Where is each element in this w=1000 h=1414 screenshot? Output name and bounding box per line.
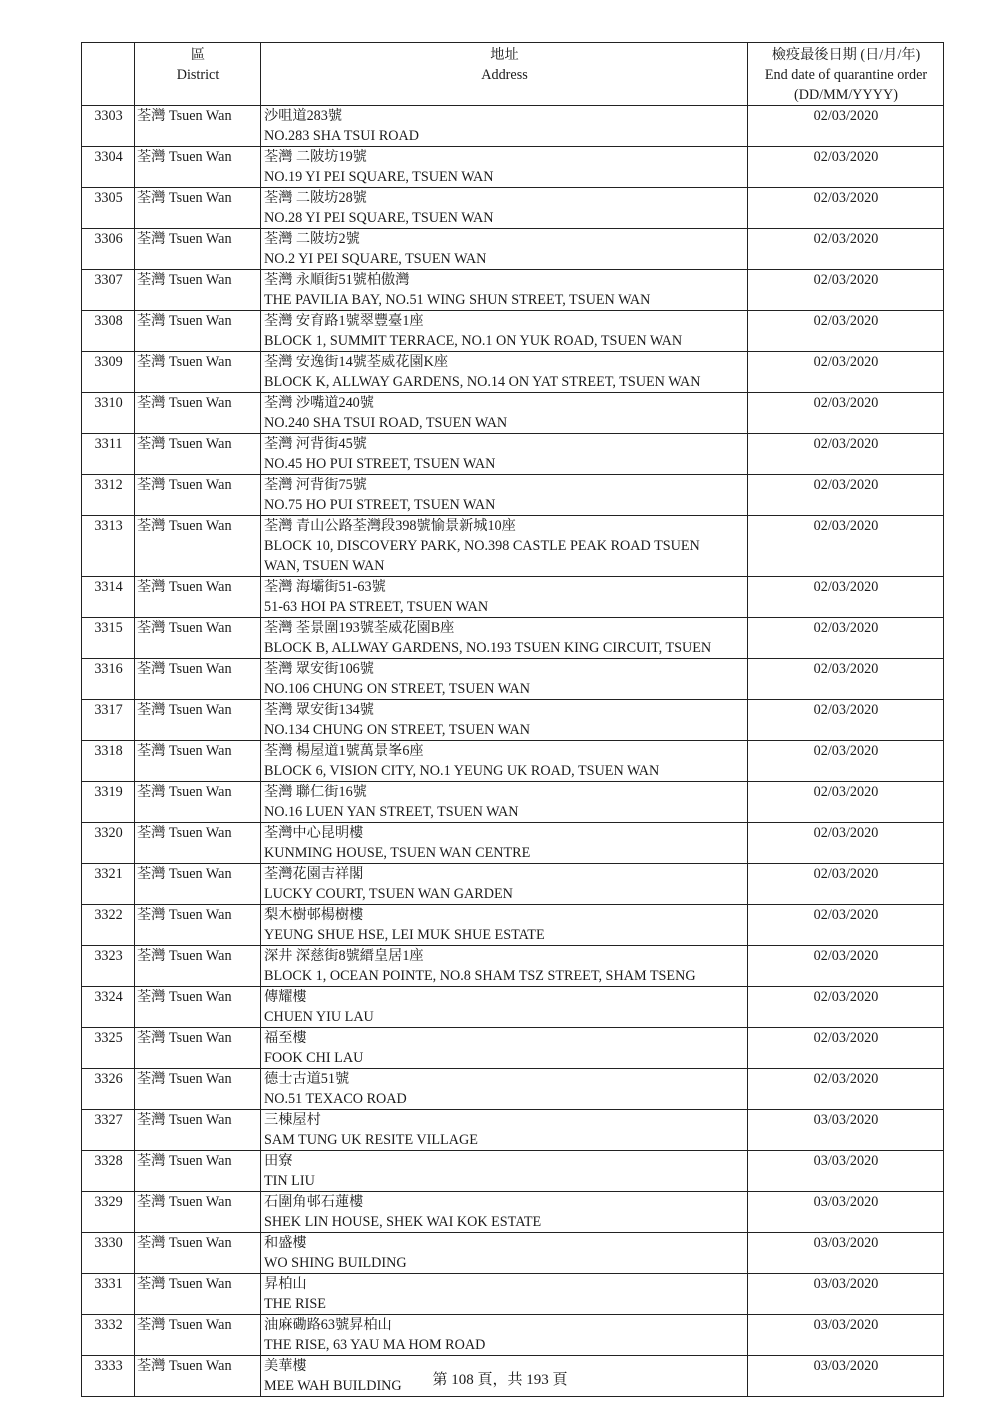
row-district: 荃灣 Tsuen Wan	[135, 946, 261, 987]
row-address	[261, 434, 748, 475]
address-english: WAN, TSUEN WAN	[264, 558, 385, 574]
row-address	[261, 864, 748, 905]
row-address	[261, 229, 748, 270]
address-chinese: 石圍角邨石蓮樓	[264, 1194, 364, 1210]
row-end-date: 02/03/2020	[748, 618, 944, 659]
address-english: NO.240 SHA TSUI ROAD, TSUEN WAN	[264, 415, 508, 431]
address-chinese: 傳耀樓	[264, 989, 307, 1005]
row-address	[261, 1192, 748, 1233]
table-header-row	[82, 43, 944, 106]
address-chinese: 荃灣 二陂坊19號	[264, 149, 367, 165]
header-address-en: Address	[481, 67, 528, 83]
row-number: 3325	[82, 1028, 135, 1069]
header-number	[82, 43, 135, 106]
row-number: 3308	[82, 311, 135, 352]
address-english: BLOCK 1, OCEAN POINTE, NO.8 SHAM TSZ STREET, SHAM TSENG	[264, 968, 696, 984]
row-end-date: 03/03/2020	[748, 1356, 944, 1397]
row-district: 荃灣 Tsuen Wan	[135, 188, 261, 229]
address-chinese: 荃灣 青山公路荃灣段398號愉景新城10座	[264, 518, 516, 534]
row-number: 3332	[82, 1315, 135, 1356]
table-row	[82, 475, 944, 516]
row-end-date: 03/03/2020	[748, 1192, 944, 1233]
row-district: 荃灣 Tsuen Wan	[135, 864, 261, 905]
row-district: 荃灣 Tsuen Wan	[135, 147, 261, 188]
row-address	[261, 516, 748, 577]
row-address	[261, 106, 748, 147]
row-address	[261, 1151, 748, 1192]
row-district: 荃灣 Tsuen Wan	[135, 1069, 261, 1110]
address-chinese: 田寮	[264, 1153, 293, 1169]
row-number: 3306	[82, 229, 135, 270]
row-end-date: 02/03/2020	[748, 188, 944, 229]
row-number: 3323	[82, 946, 135, 987]
address-english: NO.283 SHA TSUI ROAD	[264, 128, 420, 144]
row-number: 3313	[82, 516, 135, 577]
row-district: 荃灣 Tsuen Wan	[135, 823, 261, 864]
row-district: 荃灣 Tsuen Wan	[135, 1356, 261, 1397]
row-district: 荃灣 Tsuen Wan	[135, 1028, 261, 1069]
table-row	[82, 1274, 944, 1315]
address-chinese: 荃灣 安育路1號翠豐臺1座	[264, 313, 424, 329]
row-number: 3309	[82, 352, 135, 393]
table-row	[82, 1028, 944, 1069]
row-district: 荃灣 Tsuen Wan	[135, 1192, 261, 1233]
row-number: 3316	[82, 659, 135, 700]
address-chinese: 荃灣中心昆明樓	[264, 825, 364, 841]
row-end-date: 02/03/2020	[748, 147, 944, 188]
address-english: BLOCK 6, VISION CITY, NO.1 YEUNG UK ROAD, TSUEN WAN	[264, 763, 660, 779]
address-english: BLOCK K, ALLWAY GARDENS, NO.14 ON YAT STREET, TSUEN WAN	[264, 374, 701, 390]
table-row	[82, 905, 944, 946]
row-district: 荃灣 Tsuen Wan	[135, 1233, 261, 1274]
row-end-date: 02/03/2020	[748, 1069, 944, 1110]
row-number: 3307	[82, 270, 135, 311]
table-row	[82, 188, 944, 229]
row-district: 荃灣 Tsuen Wan	[135, 229, 261, 270]
address-english: 51-63 HOI PA STREET, TSUEN WAN	[264, 599, 489, 615]
address-chinese: 油麻磡路63號昇柏山	[264, 1317, 392, 1333]
address-english: YEUNG SHUE HSE, LEI MUK SHUE ESTATE	[264, 927, 545, 943]
row-district: 荃灣 Tsuen Wan	[135, 987, 261, 1028]
row-district: 荃灣 Tsuen Wan	[135, 700, 261, 741]
address-english: SAM TUNG UK RESITE VILLAGE	[264, 1132, 478, 1148]
row-end-date: 02/03/2020	[748, 270, 944, 311]
address-chinese: 荃灣 眾安街134號	[264, 702, 374, 718]
row-number: 3310	[82, 393, 135, 434]
row-address	[261, 393, 748, 434]
page-footer	[0, 1368, 1000, 1389]
address-chinese: 沙咀道283號	[264, 108, 343, 124]
address-english: FOOK CHI LAU	[264, 1050, 364, 1066]
header-district-en: District	[176, 67, 220, 83]
row-end-date: 02/03/2020	[748, 516, 944, 577]
row-end-date: 02/03/2020	[748, 700, 944, 741]
table-row	[82, 393, 944, 434]
address-english: NO.51 TEXACO ROAD	[264, 1091, 407, 1107]
row-district: 荃灣 Tsuen Wan	[135, 475, 261, 516]
row-end-date: 02/03/2020	[748, 987, 944, 1028]
table-row	[82, 577, 944, 618]
row-district: 荃灣 Tsuen Wan	[135, 1110, 261, 1151]
row-district: 荃灣 Tsuen Wan	[135, 434, 261, 475]
row-end-date: 02/03/2020	[748, 946, 944, 987]
row-address	[261, 475, 748, 516]
row-end-date: 02/03/2020	[748, 106, 944, 147]
table-row	[82, 147, 944, 188]
address-chinese: 昇柏山	[264, 1276, 307, 1292]
table-row	[82, 1233, 944, 1274]
row-number: 3329	[82, 1192, 135, 1233]
address-english: NO.28 YI PEI SQUARE, TSUEN WAN	[264, 210, 494, 226]
quarantine-address-table	[81, 42, 944, 1397]
address-english: NO.134 CHUNG ON STREET, TSUEN WAN	[264, 722, 531, 738]
row-number: 3327	[82, 1110, 135, 1151]
row-district: 荃灣 Tsuen Wan	[135, 741, 261, 782]
header-date-en: End date of quarantine order	[764, 67, 928, 83]
address-chinese: 三棟屋村	[264, 1112, 321, 1128]
row-end-date: 02/03/2020	[748, 475, 944, 516]
row-number: 3324	[82, 987, 135, 1028]
row-number: 3320	[82, 823, 135, 864]
address-chinese: 荃灣花園吉祥閣	[264, 866, 364, 882]
row-end-date: 02/03/2020	[748, 311, 944, 352]
row-address	[261, 188, 748, 229]
row-district: 荃灣 Tsuen Wan	[135, 905, 261, 946]
row-address	[261, 147, 748, 188]
row-number: 3317	[82, 700, 135, 741]
address-chinese: 荃灣 安逸街14號荃威花園K座	[264, 354, 449, 370]
row-number: 3319	[82, 782, 135, 823]
row-district: 荃灣 Tsuen Wan	[135, 311, 261, 352]
row-number: 3311	[82, 434, 135, 475]
table-row	[82, 659, 944, 700]
table-row	[82, 946, 944, 987]
address-chinese: 荃灣 荃景圍193號荃威花園B座	[264, 620, 455, 636]
row-number: 3305	[82, 188, 135, 229]
table-row	[82, 864, 944, 905]
table-row	[82, 311, 944, 352]
row-number: 3312	[82, 475, 135, 516]
row-district: 荃灣 Tsuen Wan	[135, 577, 261, 618]
address-english: TIN LIU	[264, 1173, 315, 1189]
address-chinese: 荃灣 河背街75號	[264, 477, 367, 493]
table-row	[82, 1110, 944, 1151]
header-address	[261, 43, 748, 106]
row-district: 荃灣 Tsuen Wan	[135, 1151, 261, 1192]
row-district: 荃灣 Tsuen Wan	[135, 1274, 261, 1315]
row-address	[261, 1069, 748, 1110]
header-date-format: (DD/MM/YYYY)	[793, 87, 899, 103]
row-end-date: 02/03/2020	[748, 864, 944, 905]
row-district: 荃灣 Tsuen Wan	[135, 393, 261, 434]
row-end-date: 03/03/2020	[748, 1110, 944, 1151]
table-row	[82, 782, 944, 823]
row-end-date: 02/03/2020	[748, 393, 944, 434]
row-district: 荃灣 Tsuen Wan	[135, 352, 261, 393]
row-end-date: 02/03/2020	[748, 659, 944, 700]
header-district-zh: 區	[190, 47, 206, 63]
row-end-date: 02/03/2020	[748, 741, 944, 782]
row-end-date: 03/03/2020	[748, 1151, 944, 1192]
address-chinese: 梨木樹邨楊樹樓	[264, 907, 364, 923]
table-row	[82, 823, 944, 864]
table-row	[82, 352, 944, 393]
address-chinese: 美華樓	[264, 1358, 307, 1374]
row-address	[261, 352, 748, 393]
row-number: 3331	[82, 1274, 135, 1315]
row-district: 荃灣 Tsuen Wan	[135, 516, 261, 577]
address-english: NO.16 LUEN YAN STREET, TSUEN WAN	[264, 804, 519, 820]
row-address	[261, 311, 748, 352]
row-number: 3322	[82, 905, 135, 946]
address-chinese: 德士古道51號	[264, 1071, 350, 1087]
table-row	[82, 1151, 944, 1192]
table-row	[82, 1192, 944, 1233]
table-row	[82, 741, 944, 782]
row-number: 3315	[82, 618, 135, 659]
address-chinese: 荃灣 楊屋道1號萬景峯6座	[264, 743, 424, 759]
row-district: 荃灣 Tsuen Wan	[135, 618, 261, 659]
row-district: 荃灣 Tsuen Wan	[135, 782, 261, 823]
address-english: LUCKY COURT, TSUEN WAN GARDEN	[264, 886, 513, 902]
address-chinese: 深井 深慈街8號縉皇居1座	[264, 948, 424, 964]
row-address	[261, 1315, 748, 1356]
header-address-zh: 地址	[490, 47, 519, 63]
row-end-date: 02/03/2020	[748, 823, 944, 864]
address-english: BLOCK 1, SUMMIT TERRACE, NO.1 ON YUK ROAD, TSUEN WAN	[264, 333, 683, 349]
row-number: 3330	[82, 1233, 135, 1274]
address-english: NO.19 YI PEI SQUARE, TSUEN WAN	[264, 169, 494, 185]
row-end-date: 03/03/2020	[748, 1274, 944, 1315]
row-district: 荃灣 Tsuen Wan	[135, 106, 261, 147]
row-address	[261, 1110, 748, 1151]
table-row	[82, 229, 944, 270]
address-chinese: 福至樓	[264, 1030, 307, 1046]
row-address	[261, 782, 748, 823]
row-district: 荃灣 Tsuen Wan	[135, 270, 261, 311]
row-number: 3314	[82, 577, 135, 618]
address-english: THE RISE, 63 YAU MA HOM ROAD	[264, 1337, 486, 1353]
row-address	[261, 1233, 748, 1274]
address-english: NO.45 HO PUI STREET, TSUEN WAN	[264, 456, 496, 472]
row-end-date: 03/03/2020	[748, 1315, 944, 1356]
row-end-date: 02/03/2020	[748, 905, 944, 946]
address-english: MEE WAH BUILDING	[264, 1378, 402, 1394]
address-english: WO SHING BUILDING	[264, 1255, 407, 1271]
row-end-date: 02/03/2020	[748, 229, 944, 270]
address-chinese: 荃灣 永順街51號柏傲灣	[264, 272, 410, 288]
row-end-date: 02/03/2020	[748, 434, 944, 475]
page-number: 第 108 頁，共 193 頁	[432, 1372, 568, 1388]
address-english: SHEK LIN HOUSE, SHEK WAI KOK ESTATE	[264, 1214, 542, 1230]
address-english: THE RISE	[264, 1296, 326, 1312]
row-number: 3333	[82, 1356, 135, 1397]
table-row	[82, 106, 944, 147]
address-english: CHUEN YIU LAU	[264, 1009, 374, 1025]
table-row	[82, 618, 944, 659]
table-row	[82, 1069, 944, 1110]
address-english: NO.106 CHUNG ON STREET, TSUEN WAN	[264, 681, 531, 697]
row-district: 荃灣 Tsuen Wan	[135, 1315, 261, 1356]
header-district	[135, 43, 261, 106]
table-body	[82, 106, 944, 1397]
row-address	[261, 1274, 748, 1315]
address-chinese: 荃灣 河背街45號	[264, 436, 367, 452]
table-row	[82, 434, 944, 475]
address-chinese: 和盛樓	[264, 1235, 307, 1251]
table-row	[82, 700, 944, 741]
row-end-date: 02/03/2020	[748, 782, 944, 823]
row-address	[261, 946, 748, 987]
address-english: BLOCK B, ALLWAY GARDENS, NO.193 TSUEN KING CIRCUIT, TSUEN	[264, 640, 712, 656]
address-english: NO.75 HO PUI STREET, TSUEN WAN	[264, 497, 496, 513]
row-address	[261, 1028, 748, 1069]
row-address	[261, 741, 748, 782]
address-chinese: 荃灣 二陂坊28號	[264, 190, 367, 206]
address-chinese: 荃灣 聯仁街16號	[264, 784, 367, 800]
address-chinese: 荃灣 海壩街51-63號	[264, 579, 386, 595]
row-address	[261, 905, 748, 946]
row-number: 3321	[82, 864, 135, 905]
table-row	[82, 516, 944, 577]
row-number: 3328	[82, 1151, 135, 1192]
row-address	[261, 700, 748, 741]
address-english: BLOCK 10, DISCOVERY PARK, NO.398 CASTLE PEAK ROAD TSUEN	[264, 538, 700, 554]
row-address	[261, 823, 748, 864]
address-chinese: 荃灣 二陂坊2號	[264, 231, 360, 247]
row-end-date: 03/03/2020	[748, 1233, 944, 1274]
address-chinese: 荃灣 沙嘴道240號	[264, 395, 374, 411]
header-end-date	[748, 43, 944, 106]
row-address	[261, 659, 748, 700]
row-number: 3326	[82, 1069, 135, 1110]
row-number: 3303	[82, 106, 135, 147]
row-address	[261, 987, 748, 1028]
row-district: 荃灣 Tsuen Wan	[135, 659, 261, 700]
row-end-date: 02/03/2020	[748, 577, 944, 618]
address-english: KUNMING HOUSE, TSUEN WAN CENTRE	[264, 845, 531, 861]
address-english: NO.2 YI PEI SQUARE, TSUEN WAN	[264, 251, 487, 267]
row-number: 3304	[82, 147, 135, 188]
address-chinese: 荃灣 眾安街106號	[264, 661, 374, 677]
table-row	[82, 987, 944, 1028]
row-address	[261, 270, 748, 311]
row-end-date: 02/03/2020	[748, 1028, 944, 1069]
header-date-zh: 檢疫最後日期 (日/月/年)	[771, 47, 921, 63]
table-row	[82, 1315, 944, 1356]
row-address	[261, 577, 748, 618]
address-english: THE PAVILIA BAY, NO.51 WING SHUN STREET, TSUEN WAN	[264, 292, 651, 308]
row-number: 3318	[82, 741, 135, 782]
row-end-date: 02/03/2020	[748, 352, 944, 393]
table-row	[82, 270, 944, 311]
row-address	[261, 618, 748, 659]
